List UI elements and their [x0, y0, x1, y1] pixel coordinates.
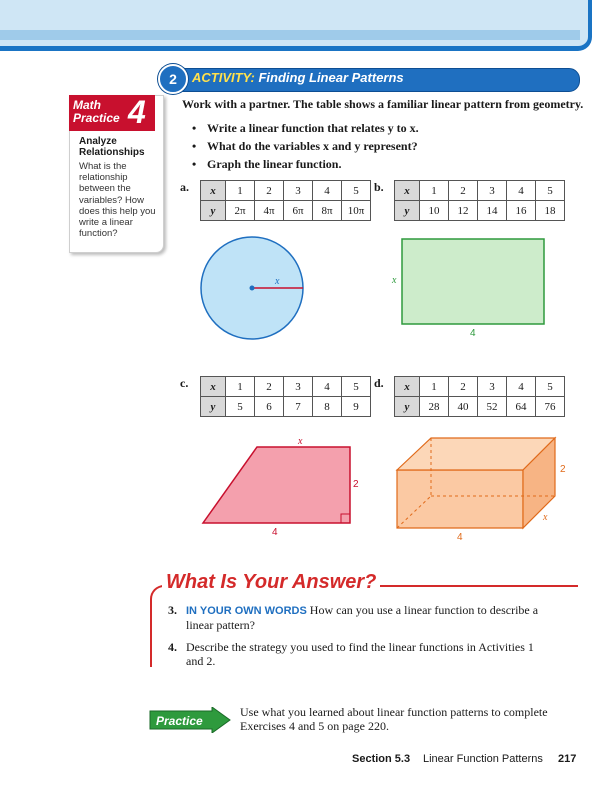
table-cell: 5 — [226, 397, 255, 417]
prism-bottom-label: 4 — [457, 532, 463, 543]
table-cell: 2 — [255, 181, 284, 201]
table-cell: 9 — [342, 397, 371, 417]
table-cell: 1 — [226, 377, 255, 397]
circle-center — [250, 286, 255, 291]
table-a — [200, 180, 371, 221]
instruction-item: • Write a linear function that relates y to x. — [192, 119, 419, 137]
trapezoid-bottom-label: 4 — [272, 527, 278, 538]
table-c — [200, 376, 371, 417]
table-cell: 10π — [342, 201, 371, 221]
table-cell: 5 — [536, 377, 565, 397]
table-header-x: x — [395, 181, 420, 201]
question-4-text: Describe the strategy you used to find the linear functions in Activities 1 and 2. — [186, 640, 534, 668]
math-practice-label-line1: Math — [73, 98, 101, 112]
top-banner — [0, 0, 592, 51]
table-cell: 16 — [507, 201, 536, 221]
table-cell: 4 — [313, 181, 342, 201]
instruction-item: • What do the variables x and y represent? — [192, 137, 419, 155]
prism-depth-label: x — [543, 512, 548, 523]
table-cell: 3 — [478, 181, 507, 201]
rectangle-side-label: x — [392, 275, 397, 286]
activity-intro: Work with a partner. The table shows a familiar linear pattern from geometry. — [182, 97, 584, 111]
table-header-y: y — [201, 397, 226, 417]
table-header-y: y — [201, 201, 226, 221]
math-practice-label — [73, 99, 120, 125]
table-cell: 76 — [536, 397, 565, 417]
table-row — [395, 181, 565, 201]
table-cell: 4 — [507, 181, 536, 201]
table-cell: 4π — [255, 201, 284, 221]
circle-radius-label: x — [275, 276, 280, 287]
activity-number: 2 — [158, 64, 188, 94]
question-4-number: 4. — [168, 640, 177, 654]
footer-page-number: 217 — [558, 753, 577, 765]
table-cell: 64 — [507, 397, 536, 417]
question-3-lead: IN YOUR OWN WORDS — [186, 605, 307, 617]
table-cell: 10 — [420, 201, 449, 221]
table-row — [395, 397, 565, 417]
table-cell: 3 — [284, 181, 313, 201]
question-3-text — [186, 603, 546, 632]
table-cell: 6π — [284, 201, 313, 221]
practice-text: Use what you learned about linear function patterns to complete Exercises 4 and 5 on page 220. — [240, 705, 548, 733]
prism-height-label: 2 — [560, 464, 566, 475]
practice-label: Practice — [156, 714, 203, 728]
table-row — [395, 377, 565, 397]
table-b — [394, 180, 565, 221]
table-cell: 5 — [536, 181, 565, 201]
figure-circle — [195, 235, 310, 345]
trapezoid-top-label: x — [298, 436, 303, 447]
table-header-y: y — [395, 397, 420, 417]
table-cell: 5 — [342, 181, 371, 201]
table-cell: 8π — [313, 201, 342, 221]
table-row — [201, 377, 371, 397]
question-3 — [168, 603, 548, 633]
instruction-item: • Graph the linear function. — [192, 155, 419, 173]
table-header-x: x — [201, 377, 226, 397]
question-3-body: How can you use a linear function to describe a linear pattern? — [186, 603, 539, 632]
table-cell: 8 — [313, 397, 342, 417]
instruction-list — [192, 119, 419, 173]
part-a-label: a. — [180, 180, 189, 194]
question-3-number: 3. — [168, 603, 177, 617]
table-cell: 40 — [449, 397, 478, 417]
table-cell: 28 — [420, 397, 449, 417]
table-cell: 4 — [313, 377, 342, 397]
table-cell: 3 — [284, 377, 313, 397]
table-row — [201, 181, 371, 201]
table-cell: 2 — [255, 377, 284, 397]
table-cell: 6 — [255, 397, 284, 417]
trapezoid-right-label: 2 — [353, 479, 359, 490]
table-cell: 1 — [226, 181, 255, 201]
trapezoid-shape — [203, 447, 350, 523]
footer-section: Section 5.3 — [352, 753, 411, 765]
table-d — [394, 376, 565, 417]
table-cell: 1 — [420, 181, 449, 201]
part-c-label: c. — [180, 376, 189, 390]
table-cell: 12 — [449, 201, 478, 221]
part-d-label: d. — [374, 376, 384, 390]
table-cell: 7 — [284, 397, 313, 417]
table-header-y: y — [395, 201, 420, 221]
answer-heading: What Is Your Answer? — [162, 571, 380, 594]
question-4 — [168, 640, 548, 670]
math-practice-label-line2: Practice — [73, 111, 120, 125]
rectangle-shape — [402, 239, 544, 324]
top-banner-strip — [0, 30, 580, 40]
activity-title — [192, 70, 404, 85]
table-cell: 14 — [478, 201, 507, 221]
table-cell: 4 — [507, 377, 536, 397]
table-cell: 2 — [449, 181, 478, 201]
practice-arrow-icon — [148, 707, 232, 733]
figure-trapezoid — [195, 435, 360, 540]
part-b-label: b. — [374, 180, 384, 194]
math-practice-subtitle-line1: Analyze — [79, 136, 117, 147]
prism-front-face — [397, 470, 523, 528]
activity-title-text: Finding Linear Patterns — [258, 70, 404, 85]
table-cell: 52 — [478, 397, 507, 417]
table-cell: 5 — [342, 377, 371, 397]
figure-rectangle — [390, 235, 550, 340]
math-practice-subtitle — [79, 136, 159, 158]
math-practice-body: What is the relationship between the variables? How does this help you write a linear function? — [79, 161, 156, 240]
table-row — [201, 397, 371, 417]
table-cell: 2π — [226, 201, 255, 221]
table-row — [395, 201, 565, 221]
table-header-x: x — [395, 377, 420, 397]
table-header-x: x — [201, 181, 226, 201]
math-practice-subtitle-line2: Relationships — [79, 147, 145, 158]
table-cell: 2 — [449, 377, 478, 397]
footer-title: Linear Function Patterns — [423, 753, 543, 765]
table-cell: 3 — [478, 377, 507, 397]
activity-keyword: ACTIVITY: — [192, 70, 255, 85]
rectangle-bottom-label: 4 — [470, 328, 476, 339]
figure-prism — [393, 432, 578, 544]
math-practice-number: 4 — [128, 94, 146, 130]
table-cell: 1 — [420, 377, 449, 397]
table-row — [201, 201, 371, 221]
table-cell: 18 — [536, 201, 565, 221]
